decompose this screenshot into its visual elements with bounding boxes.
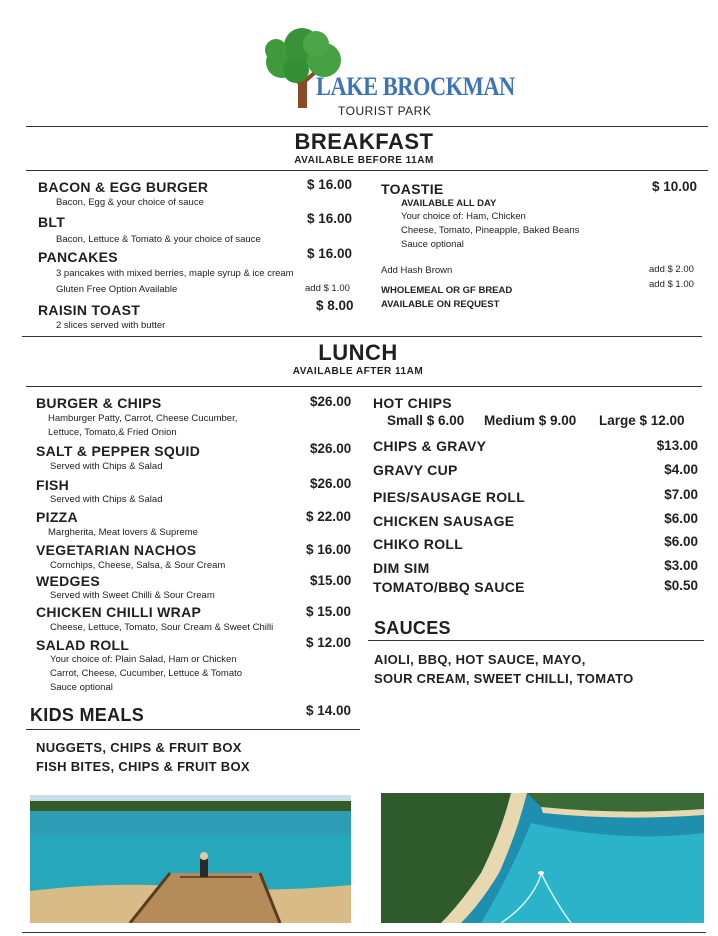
item-pancakes: PANCAKES — [38, 249, 118, 265]
item-gravy-cup: GRAVY CUP — [373, 462, 458, 478]
item-salad-roll: SALAD ROLL — [36, 637, 130, 653]
item-raisin-toast: RAISIN TOAST — [38, 302, 141, 318]
price-dim-sim: $3.00 — [664, 558, 698, 573]
price-chicken-chilli-wrap: $ 15.00 — [306, 604, 352, 619]
item-hot-chips: HOT CHIPS — [373, 395, 452, 411]
breakfast-title: BREAKFAST — [294, 129, 434, 154]
price-toastie: $ 10.00 — [652, 179, 698, 194]
toastie-line-3: Sauce optional — [401, 239, 464, 250]
price-chips-gravy: $13.00 — [656, 438, 698, 453]
hot-chips-medium: Medium $ 9.00 — [484, 413, 577, 428]
price-tomato-bbq-sauce: $0.50 — [664, 578, 698, 593]
breakfast-subtitle: AVAILABLE BEFORE 11AM — [294, 155, 434, 166]
desc-bacon-egg-burger: Bacon, Egg & your choice of sauce — [56, 197, 204, 208]
hot-chips-large: Large $ 12.00 — [599, 413, 685, 428]
item-dim-sim: DIM SIM — [373, 560, 430, 576]
breakfast-divider — [26, 170, 708, 171]
desc-burger-chips-2: Lettuce, Tomato,& Fried Onion — [48, 427, 177, 438]
hot-chips-sizes — [387, 413, 699, 431]
logo — [262, 26, 515, 122]
desc-pancakes-1: 3 pancakes with mixed berries, maple syrup & ice cream — [56, 268, 294, 279]
price-fish: $26.00 — [310, 476, 352, 491]
kids-title: KIDS MEALS — [30, 705, 145, 725]
price-gravy-cup: $4.00 — [664, 462, 698, 477]
lunch-top-divider — [22, 336, 702, 337]
kids-line-1: NUGGETS, CHIPS & FRUIT BOX — [36, 740, 242, 755]
item-salt-pepper-squid: SALT & PEPPER SQUID — [36, 443, 201, 459]
item-toastie: TOASTIE — [381, 181, 444, 197]
price-wedges: $15.00 — [310, 573, 352, 588]
price-raisin-toast: $ 8.00 — [316, 298, 354, 313]
item-pies-sausage-roll: PIES/SAUSAGE ROLL — [373, 489, 526, 505]
item-wedges: WEDGES — [36, 573, 101, 589]
toastie-line-2: Cheese, Tomato, Pineapple, Baked Beans — [401, 225, 580, 236]
sauces-line-1: AIOLI, BBQ, HOT SAUCE, MAYO, — [374, 652, 586, 667]
price-pizza: $ 22.00 — [306, 509, 352, 524]
sauces-title: SAUCES — [374, 618, 451, 638]
price-chicken-sausage: $6.00 — [664, 511, 698, 526]
price-chiko-roll: $6.00 — [664, 534, 698, 549]
kids-line-2: FISH BITES, CHIPS & FRUIT BOX — [36, 759, 250, 774]
desc-chicken-chilli-wrap: Cheese, Lettuce, Tomato, Sour Cream & Sweet Chilli — [50, 622, 274, 633]
item-burger-chips: BURGER & CHIPS — [36, 395, 162, 411]
hot-chips-small: Small $ 6.00 — [387, 413, 465, 428]
lunch-divider — [26, 386, 702, 387]
lunch-subtitle: AVAILABLE AFTER 11AM — [292, 366, 424, 377]
item-tomato-bbq-sauce: TOMATO/BBQ SAUCE — [373, 579, 525, 595]
kids-divider — [26, 729, 360, 730]
item-chiko-roll: CHIKO ROLL — [373, 536, 464, 552]
desc-wedges: Served with Sweet Chilli & Sour Cream — [50, 590, 215, 601]
price-gluten-free: add $ 1.00 — [305, 283, 350, 294]
lunch-title: LUNCH — [318, 340, 398, 365]
item-fish: FISH — [36, 477, 70, 493]
bread-note: AVAILABLE ON REQUEST — [381, 299, 500, 310]
item-chicken-chilli-wrap: CHICKEN CHILLI WRAP — [36, 604, 202, 620]
desc-salt-pepper-squid: Served with Chips & Salad — [50, 461, 163, 472]
price-pancakes: $ 16.00 — [307, 246, 353, 261]
item-vegetarian-nachos: VEGETARIAN NACHOS — [36, 542, 197, 558]
desc-salad-roll-2: Carrot, Cheese, Cucumber, Lettuce & Tomato — [50, 668, 243, 679]
price-pies-sausage-roll: $7.00 — [664, 487, 698, 502]
logo-subtitle: TOURIST PARK — [338, 104, 432, 118]
desc-vegetarian-nachos: Cornchips, Cheese, Salsa, & Sour Cream — [50, 560, 226, 571]
desc-pancakes-2: Gluten Free Option Available — [56, 284, 178, 295]
addon-hash-brown: Add Hash Brown — [381, 265, 453, 276]
bottom-divider — [22, 932, 706, 933]
desc-salad-roll-3: Sauce optional — [50, 682, 113, 693]
sauces-divider — [368, 640, 704, 641]
price-bacon-egg-burger: $ 16.00 — [307, 177, 353, 192]
desc-blt: Bacon, Lettuce & Tomato & your choice of sauce — [56, 234, 261, 245]
item-bacon-egg-burger: BACON & EGG BURGER — [38, 179, 209, 195]
kids-price: $ 14.00 — [306, 703, 352, 718]
desc-burger-chips-1: Hamburger Patty, Carrot, Cheese Cucumber, — [48, 413, 238, 424]
price-vegetarian-nachos: $ 16.00 — [306, 542, 352, 557]
price-blt: $ 16.00 — [307, 211, 353, 226]
logo-name: LAKE BROCKMAN — [316, 72, 515, 101]
toastie-line-1: Your choice of: Ham, Chicken — [401, 211, 526, 222]
desc-raisin-toast: 2 slices served with butter — [56, 320, 166, 331]
price-hash-brown: add $ 2.00 — [649, 264, 694, 275]
price-salad-roll: $ 12.00 — [306, 635, 352, 650]
item-chips-gravy: CHIPS & GRAVY — [373, 438, 487, 454]
addon-bread: WHOLEMEAL OR GF BREAD — [381, 285, 513, 296]
item-blt: BLT — [38, 214, 66, 230]
price-bread: add $ 1.00 — [649, 279, 694, 290]
toastie-availability: AVAILABLE ALL DAY — [401, 198, 497, 209]
desc-pizza: Margherita, Meat lovers & Supreme — [48, 527, 198, 538]
price-salt-pepper-squid: $26.00 — [310, 441, 352, 456]
sauces-line-2: SOUR CREAM, SWEET CHILLI, TOMATO — [374, 671, 634, 686]
lake-jetty-photo — [30, 795, 351, 923]
desc-fish: Served with Chips & Salad — [50, 494, 163, 505]
lake-aerial-photo — [381, 793, 704, 923]
top-divider — [26, 126, 708, 127]
price-burger-chips: $26.00 — [310, 394, 352, 409]
desc-salad-roll-1: Your choice of: Plain Salad, Ham or Chicken — [50, 654, 237, 665]
item-chicken-sausage: CHICKEN SAUSAGE — [373, 513, 515, 529]
item-pizza: PIZZA — [36, 509, 78, 525]
